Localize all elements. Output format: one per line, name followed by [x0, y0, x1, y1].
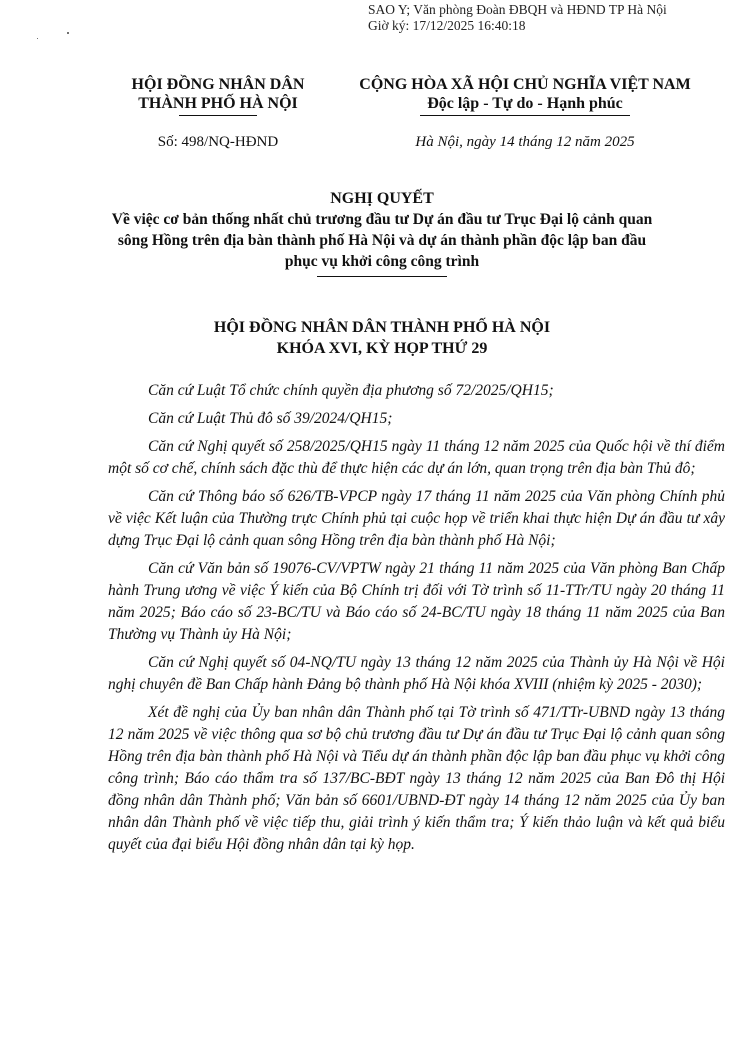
- preamble-paragraph: Căn cứ Nghị quyết số 04-NQ/TU ngày 13 tháng 12 năm 2025 của Thành ủy Hà Nội về Hội nghị chuyên đề Ban Chấp hành Đảng bộ thành phố Hà Nội khóa XVIII (nhiệm kỳ 2025 - 2030);: [108, 654, 725, 693]
- issuer-line-1: HỘI ĐỒNG NHÂN DÂN: [131, 76, 305, 93]
- council-line-2: KHÓA XVI, KỲ HỌP THỨ 29: [276, 340, 488, 357]
- preamble-paragraph: Xét đề nghị của Ủy ban nhân dân Thành phố tại Tờ trình số 471/TTr-UBND ngày 13 tháng 12 năm 2025 về việc thông qua sơ bộ chủ trương đầu tư Dự án đầu tư Trục Đại lộ cảnh quan sông Hồng trên địa bàn thành phố Hà Nội và Tiểu dự án thành phần độc lập ban đầu phục vụ khởi công công trình; Báo cáo thẩm tra số 137/BC-BĐT ngày 13 tháng 12 năm 2025 của Ban Đô thị Hội đồng nhân dân Thành phố; Văn bản số 6601/UBND-ĐT ngày 14 tháng 12 năm 2025 của Ủy ban nhân dân Thành phố về việc tiếp thu, giải trình ý kiến thẩm tra; Ý kiến thảo luận và kết quả biểu quyết của đại biểu Hội đồng nhân dân tại kỳ họp.: [108, 704, 725, 853]
- country-line-2: Độc lập - Tự do - Hạnh phúc: [427, 95, 623, 112]
- document-number: Số: 498/NQ-HĐND: [157, 134, 279, 150]
- scan-speck: [37, 38, 38, 39]
- title-line-1: Về việc cơ bản thống nhất chủ trương đầu tư Dự án đầu tư Trục Đại lộ cảnh quan: [111, 211, 653, 228]
- preamble-paragraph: Căn cứ Luật Tổ chức chính quyền địa phương số 72/2025/QH15;: [148, 382, 554, 399]
- scan-speck: [67, 32, 69, 34]
- council-heading: [82, 317, 682, 359]
- issuer-header: [98, 75, 338, 116]
- motto-underline: [420, 115, 630, 116]
- date-line: Hà Nội, ngày 14 tháng 12 năm 2025: [415, 134, 635, 150]
- council-line-1: HỘI ĐỒNG NHÂN DÂN THÀNH PHỐ HÀ NỘI: [213, 319, 551, 336]
- title-underline: [317, 276, 447, 277]
- title-line-2: sông Hồng trên địa bàn thành phố Hà Nội và dự án thành phần độc lập ban đầu: [117, 232, 647, 249]
- national-header: [325, 75, 725, 116]
- preamble-paragraph: Căn cứ Nghị quyết số 258/2025/QH15 ngày 11 tháng 12 năm 2025 của Quốc hội về thí điểm một số cơ chế, chính sách đặc thù để thực hiện các dự án lớn, quan trọng trên địa bàn Thủ đô;: [108, 438, 725, 477]
- issuer-line-2: THÀNH PHỐ HÀ NỘI: [138, 95, 298, 112]
- preamble-body: [108, 380, 725, 862]
- title-heading: NGHỊ QUYẾT: [330, 190, 434, 207]
- document-title: [82, 188, 682, 277]
- stamp-line-2: Giờ ký: 17/12/2025 16:40:18: [368, 18, 526, 33]
- preamble-paragraph: Căn cứ Luật Thủ đô số 39/2024/QH15;: [148, 410, 393, 427]
- preamble-paragraph: Căn cứ Văn bản số 19076-CV/VPTW ngày 21 tháng 11 năm 2025 của Văn phòng Ban Chấp hành Trung ương về việc Ý kiến của Bộ Chính trị đối với Tờ trình số 11-TTr/TU ngày 20 tháng 11 năm 2025; Báo cáo số 23-BC/TU và Báo cáo số 24-BC/TU ngày 18 tháng 11 năm 2025 của Ban Thường vụ Thành ủy Hà Nội;: [108, 560, 725, 643]
- preamble-paragraph: Căn cứ Thông báo số 626/TB-VPCP ngày 17 tháng 11 năm 2025 của Văn phòng Chính phủ về việc Kết luận của Thường trực Chính phủ tại cuộc họp về triển khai thực hiện Dự án đầu tư xây dựng Trục Đại lộ cảnh quan sông Hồng trên địa bàn thành phố Hà Nội;: [108, 488, 725, 549]
- issuer-underline: [179, 115, 257, 116]
- digital-copy-stamp: [368, 2, 667, 34]
- stamp-line-1: SAO Y; Văn phòng Đoàn ĐBQH và HĐND TP Hà Nội: [368, 2, 667, 17]
- country-line-1: CỘNG HÒA XÃ HỘI CHỦ NGHĨA VIỆT NAM: [359, 76, 691, 93]
- title-line-3: phục vụ khởi công công trình: [284, 253, 480, 270]
